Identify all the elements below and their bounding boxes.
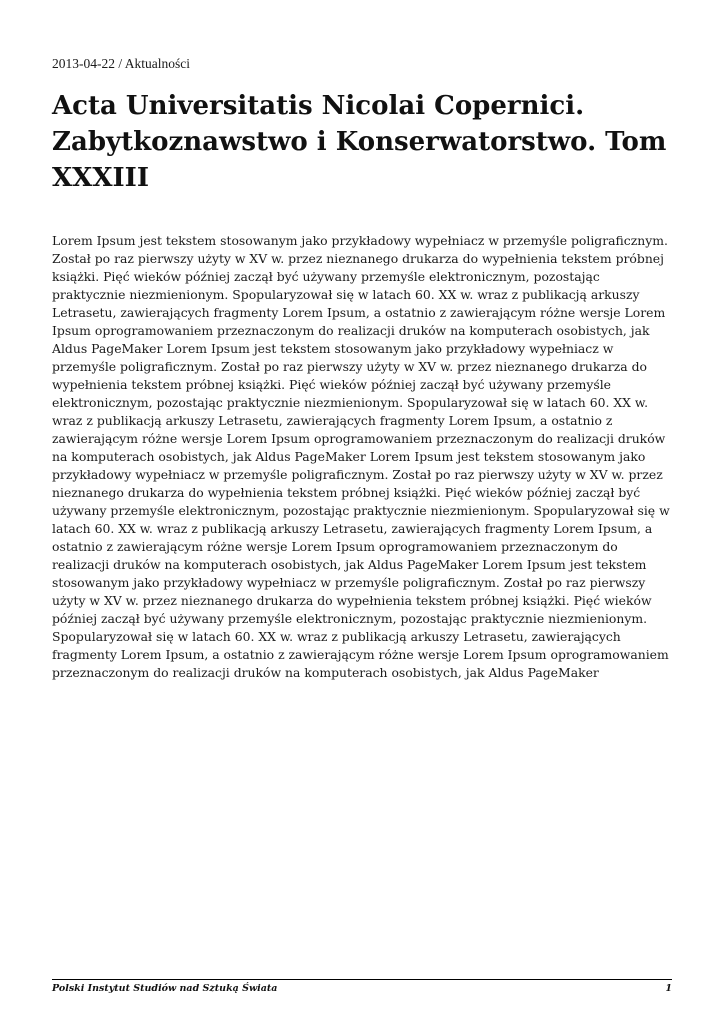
date-category-line: 2013-04-22 / Aktualności [52,56,190,71]
footer-page-number: 1 [665,983,672,994]
footer-divider [52,979,672,980]
page-title: Acta Universitatis Nicolai Copernici. Zabytkoznawstwo i Konserwatorstwo. Tom XXXIII [52,91,667,193]
article-body: Lorem Ipsum jest tekstem stosowanym jako przykładowy wypełniacz w przemyśle poligraficznym. Został po raz pierwszy użyty w XV w. przez nieznanego drukarza do wypełnienia tekstem próbnej książki. Pięć wieków później zaczął być używany przemyśle elektronicznym, pozostając praktycznie niezmienionym. Spopularyzował się w latach 60. XX w. wraz z publikacją arkuszy Letrasetu, zawierających fragmenty Lorem Ipsum, a ostatnio z zawierającym różne wersje Lorem Ipsum oprogramowaniem przeznaczonym do realizacji druków na komputerach osobistych, jak Aldus PageMaker Lorem Ipsum jest tekstem stosowanym jako przykładowy wypełniacz w przemyśle poligraficznym. Został po raz pierwszy użyty w XV w. przez nieznanego drukarza do wypełnienia tekstem próbnej książki. Pięć wieków później zaczął być używany przemyśle elektronicznym, pozostając praktycznie niezmienionym. Spopularyzował się w latach 60. XX w. wraz z publikacją arkuszy Letrasetu, zawierających fragmenty Lorem Ipsum, a ostatnio z zawierającym różne wersje Lorem Ipsum oprogramowaniem przeznaczonym do realizacji druków na komputerach osobistych, jak Aldus PageMaker Lorem Ipsum jest tekstem stosowanym jako przykładowy wypełniacz w przemyśle poligraficznym. Został po raz pierwszy użyty w XV w. przez nieznanego drukarza do wypełnienia tekstem próbnej książki. Pięć wieków później zaczął być używany przemyśle elektronicznym, pozostając praktycznie niezmienionym. Spopularyzował się w latach 60. XX w. wraz z publikacją arkuszy Letrasetu, zawierających fragmenty Lorem Ipsum, a ostatnio z zawierającym różne wersje Lorem Ipsum oprogramowaniem przeznaczonym do realizacji druków na komputerach osobistych, jak Aldus PageMaker Lorem Ipsum jest tekstem stosowanym jako przykładowy wypełniacz w przemyśle poligraficznym. Został po raz pierwszy użyty w XV w. przez nieznanego drukarza do wypełnienia tekstem próbnej książki. Pięć wieków później zaczął być używany przemyśle elektronicznym, pozostając praktycznie niezmienionym. Spopularyzował się w latach 60. XX w. wraz z publikacją arkuszy Letrasetu, zawierających fragmenty Lorem Ipsum, a ostatnio z zawierającym różne wersje Lorem Ipsum oprogramowaniem przeznaczonym do realizacji druków na komputerach osobistych, jak Aldus PageMaker [52,233,670,680]
footer-publisher: Polski Instytut Studiów nad Sztuką Świata [52,983,278,994]
